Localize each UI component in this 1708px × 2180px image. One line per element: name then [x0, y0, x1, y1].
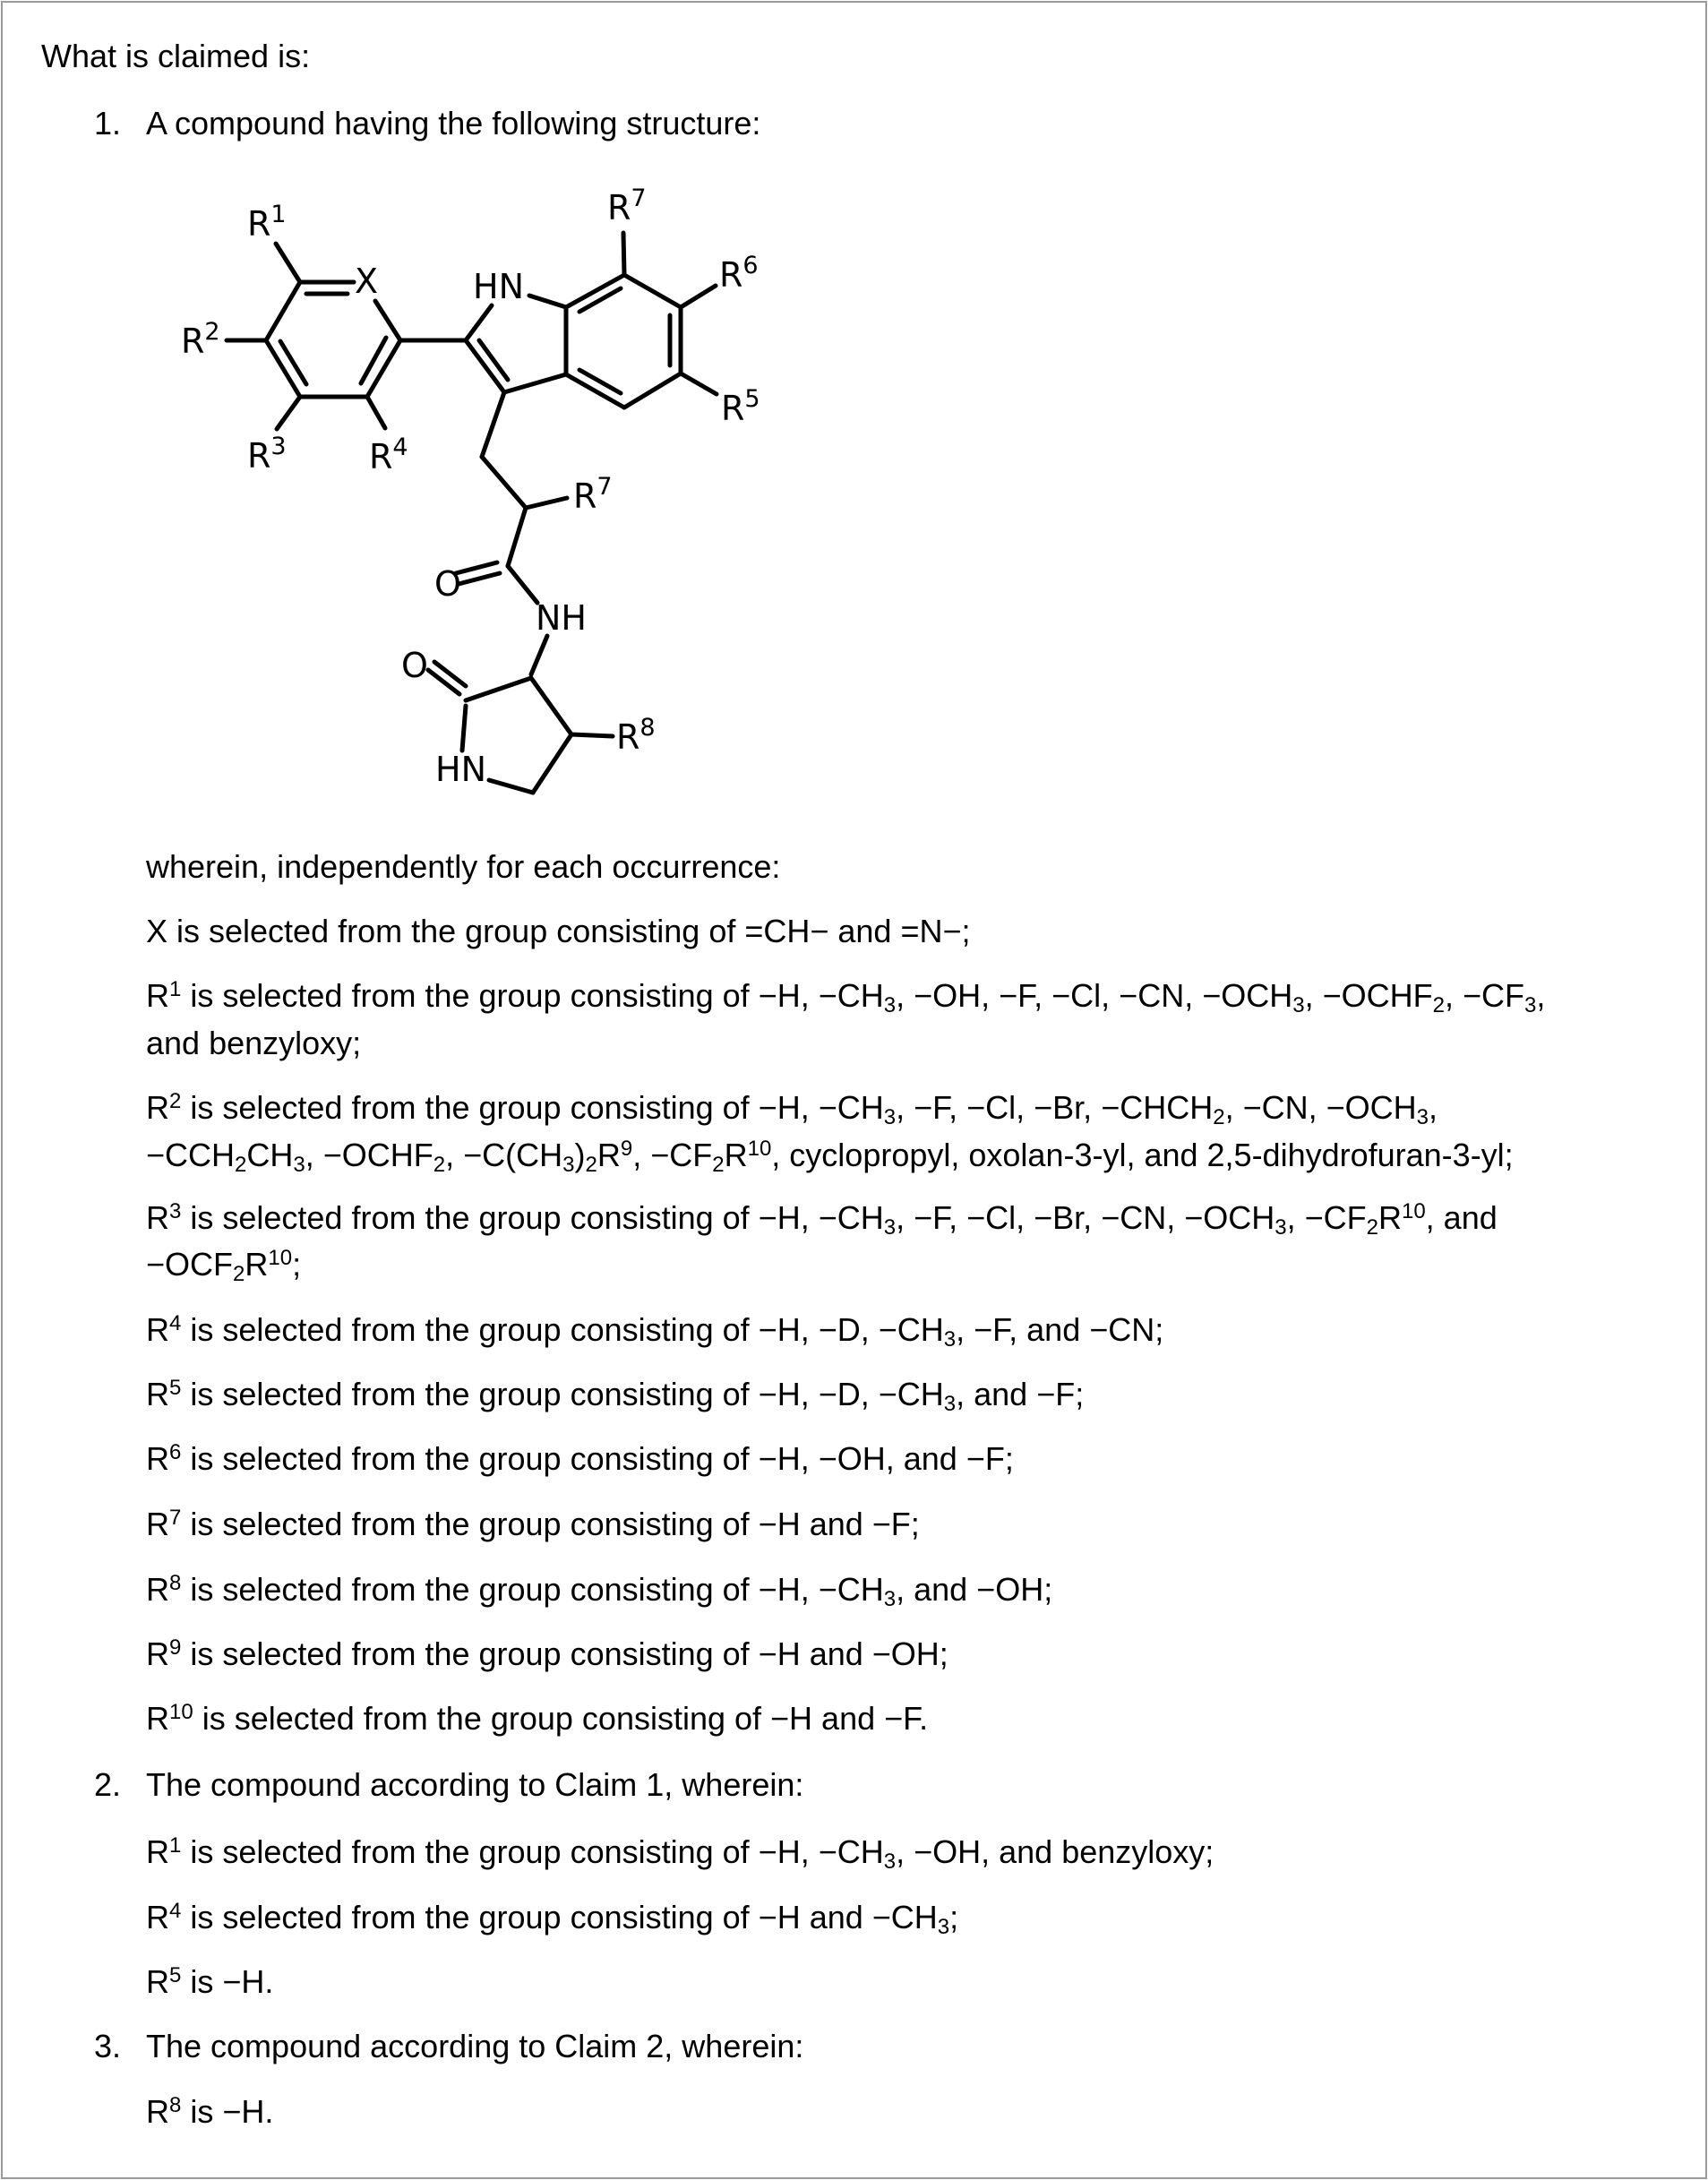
claim1-r1-definition-line1: $R^1$ is selected from the group consisting of −H, $-CH_3$, −OH, −F, −Cl, −CN, $-OCH_3$, $-OCHF_2$, $-CF_3$,: [146, 977, 1546, 1017]
atom-label-hn-indole: HN: [473, 267, 524, 306]
substituent-label-r2: $R^2$: [181, 318, 220, 361]
compound-structure-drawing: [170, 179, 797, 824]
claim3-r8-definition: $R^8$ is −H.: [146, 2093, 274, 2130]
atom-label-x: X: [355, 262, 379, 301]
claim1-r7-definition: $R^7$ is selected from the group consisting of −H and −F;: [146, 1506, 920, 1542]
substituent-label-r8: $R^8$: [616, 714, 656, 757]
substituent-label-r3: $R^3$: [247, 433, 287, 476]
claim1-r8-definition: $R^8$ is selected from the group consisting of −H, $-CH_3$, and −OH;: [146, 1571, 1053, 1611]
atom-label-o-lactam: O: [401, 646, 428, 685]
atom-label-nh-amide: NH: [536, 598, 587, 638]
substituent-label-r5: $R^5$: [721, 385, 760, 428]
claim-2-intro: The compound according to Claim 1, wherein:: [146, 1766, 804, 1803]
claim1-r5-definition: $R^5$ is selected from the group consisting of −H, −D, $-CH_3$, and −F;: [146, 1376, 1085, 1416]
claim2-r4-definition: $R^4$ is selected from the group consisting of −H and $-CH_3$;: [146, 1899, 959, 1939]
claim1-r10-definition: $R^{10}$ is selected from the group consisting of −H and −F.: [146, 1700, 929, 1737]
claim-1-intro: A compound having the following structure:: [146, 105, 761, 142]
claim2-r1-definition: $R^1$ is selected from the group consisting of −H, $-CH_3$, −OH, and benzyloxy;: [146, 1833, 1214, 1874]
claim-1-number: 1.: [94, 105, 122, 142]
substituent-label-r7-top: $R^7$: [607, 185, 647, 227]
substituent-label-r7-chain: $R^7$: [573, 473, 613, 516]
bond-lines: [227, 233, 717, 793]
substituent-label-r1: $R^1$: [247, 201, 287, 244]
substituent-label-r4: $R^4$: [369, 433, 408, 476]
claim1-wherein-line: wherein, independently for each occurrence:: [146, 848, 781, 885]
claim-2-number: 2.: [94, 1766, 122, 1803]
claim1-r6-definition: $R^6$ is selected from the group consisting of −H, −OH, and −F;: [146, 1440, 1014, 1477]
substituent-label-r6: $R^6$: [719, 252, 759, 295]
atom-label-hn-lactam: HN: [435, 750, 486, 789]
claim1-r1-definition-line2: and benzyloxy;: [146, 1025, 362, 1061]
claim2-r5-definition: $R^5$ is −H.: [146, 1963, 274, 2000]
claim1-r9-definition: $R^9$ is selected from the group consisting of −H and −OH;: [146, 1635, 948, 1672]
claim1-r3-definition-line1: $R^3$ is selected from the group consisting of −H, $-CH_3$, −F, −Cl, −Br, −CN, $-OCH_3$, $-CF_2R^{10}$, and: [146, 1199, 1498, 1240]
page-title: What is claimed is:: [41, 38, 311, 74]
claim-3-intro: The compound according to Claim 2, wherein:: [146, 2028, 804, 2064]
claim1-r3-definition-line2: $-OCF_2R^{10}$;: [146, 1246, 302, 1286]
claim-3-number: 3.: [94, 2028, 122, 2064]
atom-label-o-amide: O: [434, 564, 461, 604]
claim1-r4-definition: $R^4$ is selected from the group consisting of −H, −D, $-CH_3$, −F, and −CN;: [146, 1311, 1164, 1352]
claim1-r2-definition-line2: $-CCH_2CH_3$, $-OCHF_2$, $-C(CH_3)_2R^9$, $-CF_2R^{10}$, cyclopropyl, oxolan-3-yl, and 2,5-dihydrofuran-3-yl;: [146, 1137, 1514, 1177]
claim1-x-definition: X is selected from the group consisting of =CH− and =N−;: [146, 913, 971, 949]
claim1-r2-definition-line1: $R^2$ is selected from the group consisting of −H, $-CH_3$, −F, −Cl, −Br, $-CHCH_2$, −CN, $-OCH_3$,: [146, 1089, 1438, 1129]
